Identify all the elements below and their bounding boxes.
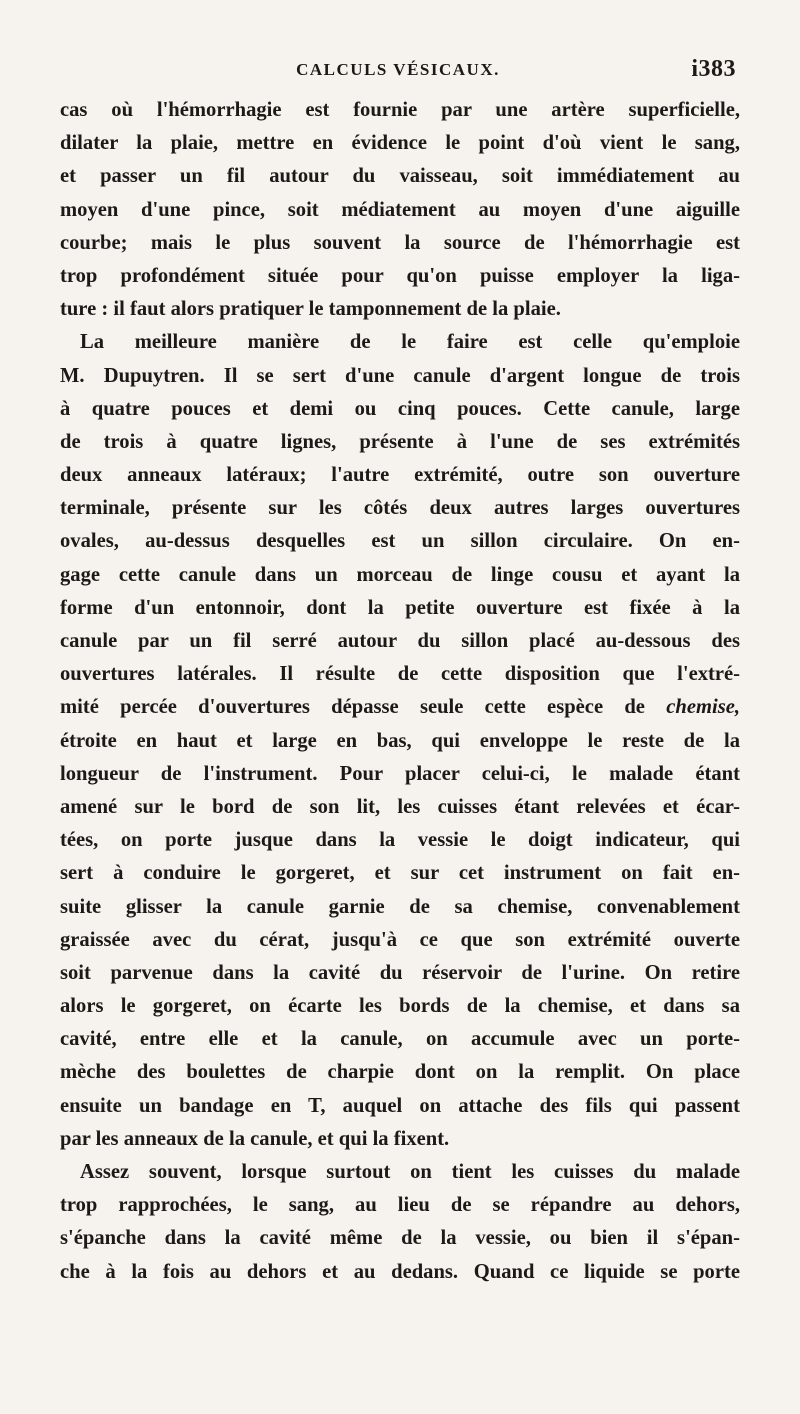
text-line-content: s'épanche dans la cavité même de la vessie, ou bien il s'épan- xyxy=(60,1227,740,1250)
text-line xyxy=(60,691,740,724)
text-line xyxy=(60,592,740,625)
text-line-content: ture : il faut alors pratiquer le tamponnement de la plaie. xyxy=(60,298,561,321)
text-line xyxy=(60,1156,740,1189)
text-line-content: suite glisser la canule garnie de sa chemise, convenablement xyxy=(60,895,740,918)
body-text xyxy=(60,94,740,1289)
italic-word: chemise, xyxy=(666,696,740,719)
text-line-content: ovales, au-dessus desquelles est un sillon circulaire. On en- xyxy=(60,530,740,553)
text-line-content: soit parvenue dans la cavité du réservoir de l'urine. On retire xyxy=(60,961,740,984)
text-line xyxy=(60,227,740,260)
text-line xyxy=(60,525,740,558)
text-line-content: sert à conduire le gorgeret, et sur cet instrument on fait en- xyxy=(60,862,740,885)
text-line-content: cas où l'hémorrhagie est fournie par une artère superficielle, xyxy=(60,99,740,121)
text-line xyxy=(60,127,740,160)
text-line xyxy=(60,1256,740,1289)
text-line-content: che à la fois au dehors et au dedans. Quand ce liquide se porte xyxy=(60,1260,740,1283)
text-line-content: ouvertures latérales. Il résulte de cette disposition que l'extré- xyxy=(60,663,740,686)
text-line xyxy=(60,1056,740,1089)
text-line-content: amené sur le bord de son lit, les cuisses étant relevées et écar- xyxy=(60,795,740,818)
text-line xyxy=(60,260,740,293)
text-line-content: trop rapprochées, le sang, au lieu de se répandre au dehors, xyxy=(60,1194,740,1217)
text-line xyxy=(60,857,740,890)
text-line-content: courbe; mais le plus souvent la source de l'hémorrhagie est xyxy=(60,231,740,254)
text-line-content: forme d'un entonnoir, dont la petite ouverture est fixée à la xyxy=(60,596,740,619)
text-line xyxy=(60,426,740,459)
text-line-content: dilater la plaie, mettre en évidence le point d'où vient le sang, xyxy=(60,132,740,155)
text-line xyxy=(60,360,740,393)
text-line xyxy=(60,658,740,691)
text-line-content: terminale, présente sur les côtés deux autres larges ouvertures xyxy=(60,497,740,520)
text-line xyxy=(60,459,740,492)
text-line xyxy=(60,791,740,824)
text-line-content: à quatre pouces et demi ou cinq pouces. Cette canule, large xyxy=(60,397,740,420)
text-line xyxy=(60,990,740,1023)
text-line-content: La meilleure manière de le faire est celle qu'emploie xyxy=(80,331,740,354)
text-line-content: gage cette canule dans un morceau de linge cousu et ayant la xyxy=(60,563,740,586)
text-line xyxy=(60,1189,740,1222)
text-line xyxy=(60,957,740,990)
text-line-content: par les anneaux de la canule, et qui la fixent. xyxy=(60,1127,450,1150)
text-line-content: deux anneaux latéraux; l'autre extrémité, outre son ouverture xyxy=(60,464,740,487)
text-line-content: cavité, entre elle et la canule, on accumule avec un porte- xyxy=(60,1028,740,1051)
text-line-content: mèche des boulettes de charpie dont on la remplit. On place xyxy=(60,1061,740,1084)
text-line xyxy=(60,758,740,791)
text-line-content: et passer un fil autour du vaisseau, soit immédiatement au xyxy=(60,165,740,188)
running-head: CALCULS VÉSICAUX. xyxy=(296,60,500,79)
text-line xyxy=(60,824,740,857)
text-line xyxy=(60,924,740,957)
text-line xyxy=(60,160,740,193)
text-line-content: ensuite un bandage en T, auquel on attache des fils qui passent xyxy=(60,1094,740,1117)
text-line-content: de trois à quatre lignes, présente à l'une de ses extrémités xyxy=(60,430,740,453)
text-line xyxy=(60,492,740,525)
text-line xyxy=(60,725,740,758)
text-line xyxy=(60,293,740,326)
text-line-content: M. Dupuytren. Il se sert d'une canule d'argent longue de trois xyxy=(60,364,740,387)
text-line xyxy=(60,559,740,592)
text-line xyxy=(60,1123,740,1156)
text-line-content: canule par un fil serré autour du sillon placé au-dessous des xyxy=(60,630,740,652)
text-line xyxy=(60,194,740,227)
text-line-content: alors le gorgeret, on écarte les bords de la chemise, et dans sa xyxy=(60,995,740,1018)
text-line-content: trop profondément située pour qu'on puisse employer la liga- xyxy=(60,264,740,287)
text-line xyxy=(60,326,740,359)
page-number: i383 xyxy=(691,56,736,82)
text-line-content: longueur de l'instrument. Pour placer celui-ci, le malade étant xyxy=(60,762,740,785)
text-line xyxy=(60,1090,740,1123)
text-line xyxy=(60,1222,740,1255)
text-line-content: tées, on porte jusque dans la vessie le doigt indicateur, qui xyxy=(60,829,740,852)
text-line-content: Assez souvent, lorsque surtout on tient les cuisses du malade xyxy=(80,1161,740,1183)
page-header xyxy=(60,56,736,90)
text-line xyxy=(60,393,740,426)
text-line-content: étroite en haut et large en bas, qui enveloppe le reste de la xyxy=(60,729,740,752)
text-line-content: moyen d'une pince, soit médiatement au moyen d'une aiguille xyxy=(60,198,740,221)
text-line xyxy=(60,94,740,127)
text-line-content: graissée avec du cérat, jusqu'à ce que son extrémité ouverte xyxy=(60,928,740,951)
text-line xyxy=(60,625,740,658)
text-line xyxy=(60,891,740,924)
text-line xyxy=(60,1023,740,1056)
text-line-content: mité percée d'ouvertures dépasse seule cette espèce de xyxy=(60,696,645,719)
